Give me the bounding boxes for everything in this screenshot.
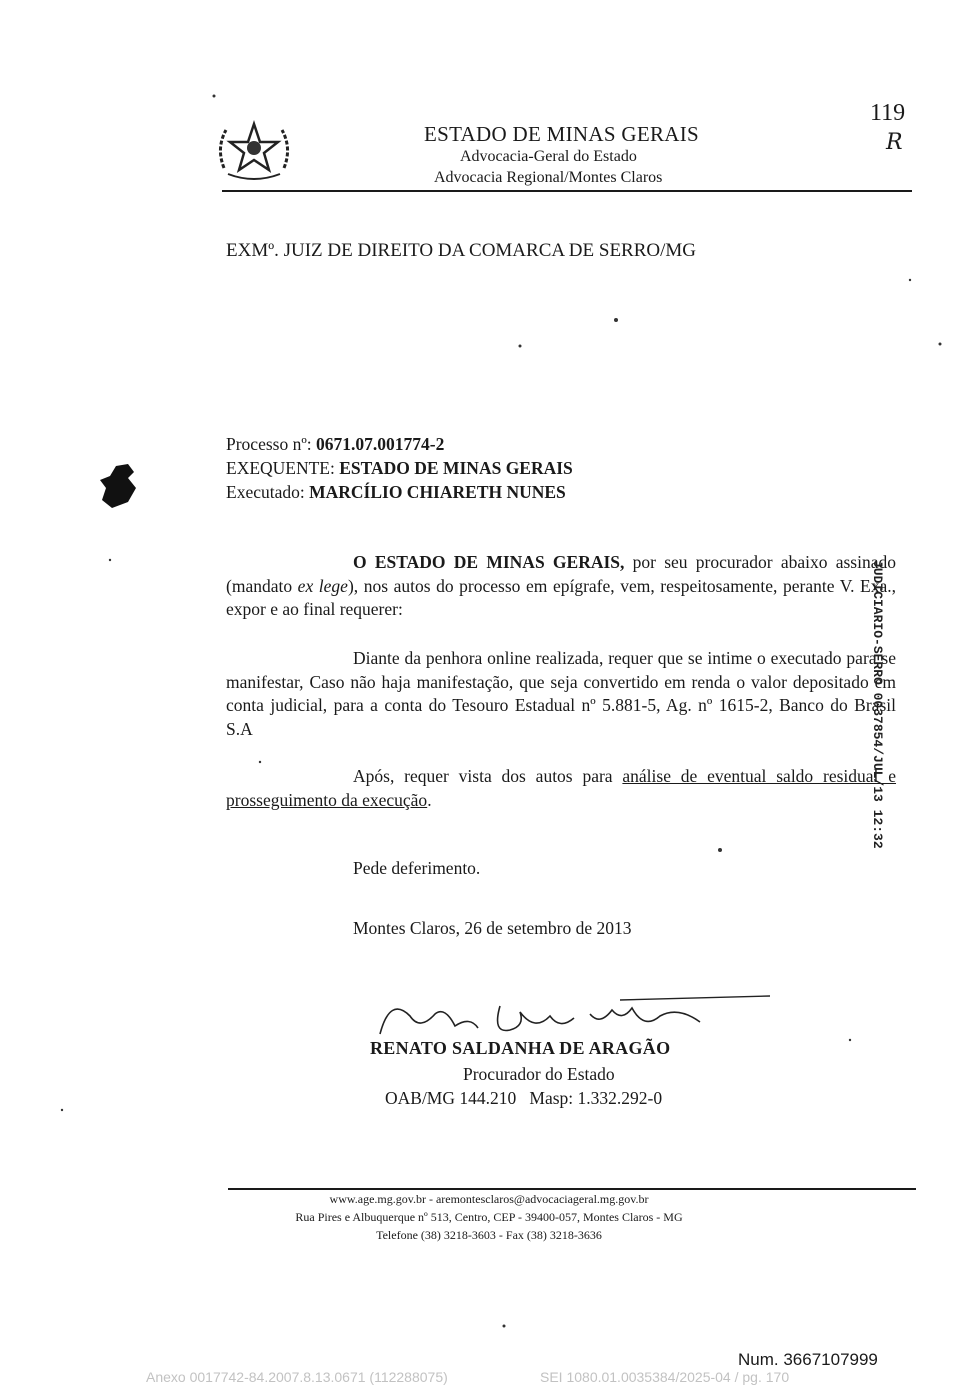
ink-blot (98, 462, 140, 512)
exequente-name: ESTADO DE MINAS GERAIS (339, 458, 573, 478)
p3-underlined-text: análise de eventual saldo residual e prosseguimento da execução (226, 766, 897, 810)
executado-name: MARCÍLIO CHIARETH NUNES (309, 482, 566, 502)
signatory-credentials (385, 1088, 662, 1109)
footer-address: Rua Pires e Albuquerque nº 513, Centro, CEP - 39400-057, Montes Claros - MG (295, 1210, 683, 1224)
signatory-name: RENATO SALDANHA DE ARAGÃO (370, 1038, 671, 1058)
body-paragraph-1 (226, 551, 896, 622)
p1-text-a: por seu procurador abaixo assinado (mandato (226, 552, 896, 596)
processo-number: 0671.07.001774-2 (316, 434, 445, 454)
annex-reference: Anexo 0017742-84.2007.8.13.0671 (112288075) (146, 1369, 448, 1385)
masp-number: Masp: 1.332.292-0 (529, 1088, 663, 1108)
processo-label: Processo nº: (226, 434, 312, 454)
footer-phone: Telefone (38) 3218-3603 - Fax (38) 3218-3636 (376, 1228, 602, 1242)
header-divider (222, 190, 912, 192)
exequente-label: EXEQUENTE: (226, 458, 335, 478)
p3-text-a: Após, requer vista dos autos para (353, 766, 613, 786)
p1-subject: O ESTADO DE MINAS GERAIS, (353, 552, 625, 572)
processo-line (226, 432, 573, 456)
sei-reference: SEI 1080.01.0035384/2025-04 / pg. 170 (540, 1369, 790, 1385)
closing-request: Pede deferimento. (353, 858, 481, 878)
p2-text: Diante da penhora online realizada, requer que se intime o executado para se manifestar, Caso não haja manifestação, que seja convertido em renda o valor depositado em conta judicial, para a conta do Tesouro Estadual nº 5.881-5, Ag. nº 1615-2, Banco do Brasil S.A (226, 648, 896, 739)
date-line: Montes Claros, 26 de setembro de 2013 (353, 918, 632, 938)
body-paragraph-2 (226, 647, 896, 741)
p3-text-b: . (427, 789, 432, 810)
executado-line (226, 480, 573, 504)
handwritten-initial: R (886, 130, 903, 155)
exequente-line (226, 456, 573, 480)
oab-number: OAB/MG 144.210 (385, 1088, 517, 1108)
coat-of-arms-seal (214, 118, 294, 184)
header-subtitle-regional: Advocacia Regional/Montes Claros (434, 169, 663, 186)
handwritten-signature (360, 986, 780, 1046)
case-info-block (226, 432, 573, 504)
court-protocol-stamp (848, 560, 888, 880)
header-subtitle-agency: Advocacia-Geral do Estado (460, 148, 637, 165)
footer-divider (228, 1188, 916, 1190)
p1-text-b: ), nos autos do processo em epígrafe, vem, respeitosamente, perante V. Exa., expor e ao final requerer: (226, 575, 897, 619)
signatory-role: Procurador do Estado (463, 1064, 615, 1084)
stamp-text: JUDICIARIO-SERRO 0037854/JUL/13 12:32 (870, 560, 885, 849)
document-number: Num. 3667107999 (738, 1350, 878, 1369)
body-paragraph-3 (226, 765, 896, 812)
addressee-line: EXMº. JUIZ DE DIREITO DA COMARCA DE SERRO/MG (226, 240, 697, 261)
p1-italic: ex lege (297, 575, 348, 596)
executado-label: Executado: (226, 482, 305, 502)
header-title: ESTADO DE MINAS GERAIS (424, 122, 700, 146)
footer-web-email: www.age.mg.gov.br - aremontesclaros@advocaciageral.mg.gov.br (329, 1192, 649, 1206)
handwritten-page-number: 119 (870, 100, 906, 126)
